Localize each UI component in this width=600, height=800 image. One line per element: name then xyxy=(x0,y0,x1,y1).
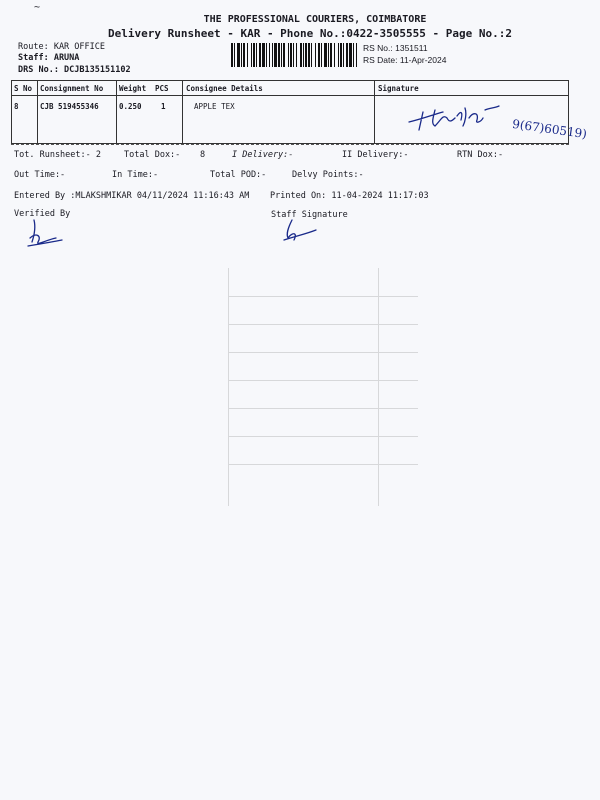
company-title: THE PROFESSIONAL COURIERS, COIMBATORE xyxy=(203,14,427,25)
staff-signature-label: Staff Signature xyxy=(271,210,348,220)
row-sno: 8 xyxy=(14,102,19,111)
row-consignee: APPLE TEX xyxy=(194,102,235,111)
row-consignment: CJB 519455346 xyxy=(40,102,99,111)
header-pcs: PCS xyxy=(155,84,169,93)
total-dox-value: 8 xyxy=(200,150,206,160)
rs-date: RS Date: 11-Apr-2024 xyxy=(363,55,447,65)
route-label: Route: KAR OFFICE xyxy=(18,42,105,52)
divider-line xyxy=(11,144,569,145)
header-weight: Weight xyxy=(119,84,147,93)
header-sno: S No xyxy=(14,84,33,93)
total-pod: Total POD:- xyxy=(210,170,267,180)
delvy-points: Delvy Points:- xyxy=(292,170,364,180)
out-time: Out Time:- xyxy=(14,170,66,180)
row-pcs: 1 xyxy=(161,102,166,111)
staff-signature xyxy=(280,218,320,246)
tot-runsheet: Tot. Runsheet:- 2 xyxy=(14,150,101,160)
in-time: In Time:- xyxy=(112,170,159,180)
receiver-signature xyxy=(405,100,515,136)
ii-delivery: II Delivery:- xyxy=(342,150,409,160)
staff-label: Staff: ARUNA xyxy=(18,53,80,63)
drs-number: DRS No.: DCJB135151102 xyxy=(18,65,131,75)
row-weight: 0.250 xyxy=(119,102,142,111)
rs-number: RS No.: 1351511 xyxy=(363,43,428,53)
header-consignment: Consignment No xyxy=(40,84,104,93)
corner-mark: ~ xyxy=(34,2,41,13)
verifier-signature xyxy=(26,218,66,250)
header-consignee: Consignee Details xyxy=(186,84,263,93)
total-dox-label: Total Dox:- xyxy=(124,150,181,160)
i-delivery: I Delivery:- xyxy=(232,150,294,160)
entered-by: Entered By :MLAKSHMIKAR 04/11/2024 11:16:43 AM xyxy=(14,191,250,201)
rtn-dox: RTN Dox:- xyxy=(457,150,504,160)
faded-stamp xyxy=(228,268,418,506)
verified-by-label: Verified By xyxy=(14,209,71,219)
barcode xyxy=(231,43,359,67)
printed-on: Printed On: 11-04-2024 11:17:03 xyxy=(270,191,429,201)
runsheet-title: Delivery Runsheet - KAR - Phone No.:0422-3505555 - Page No.:2 xyxy=(108,27,512,40)
header-signature: Signature xyxy=(378,84,419,93)
signature-note: 9(67)60519) xyxy=(511,116,588,142)
